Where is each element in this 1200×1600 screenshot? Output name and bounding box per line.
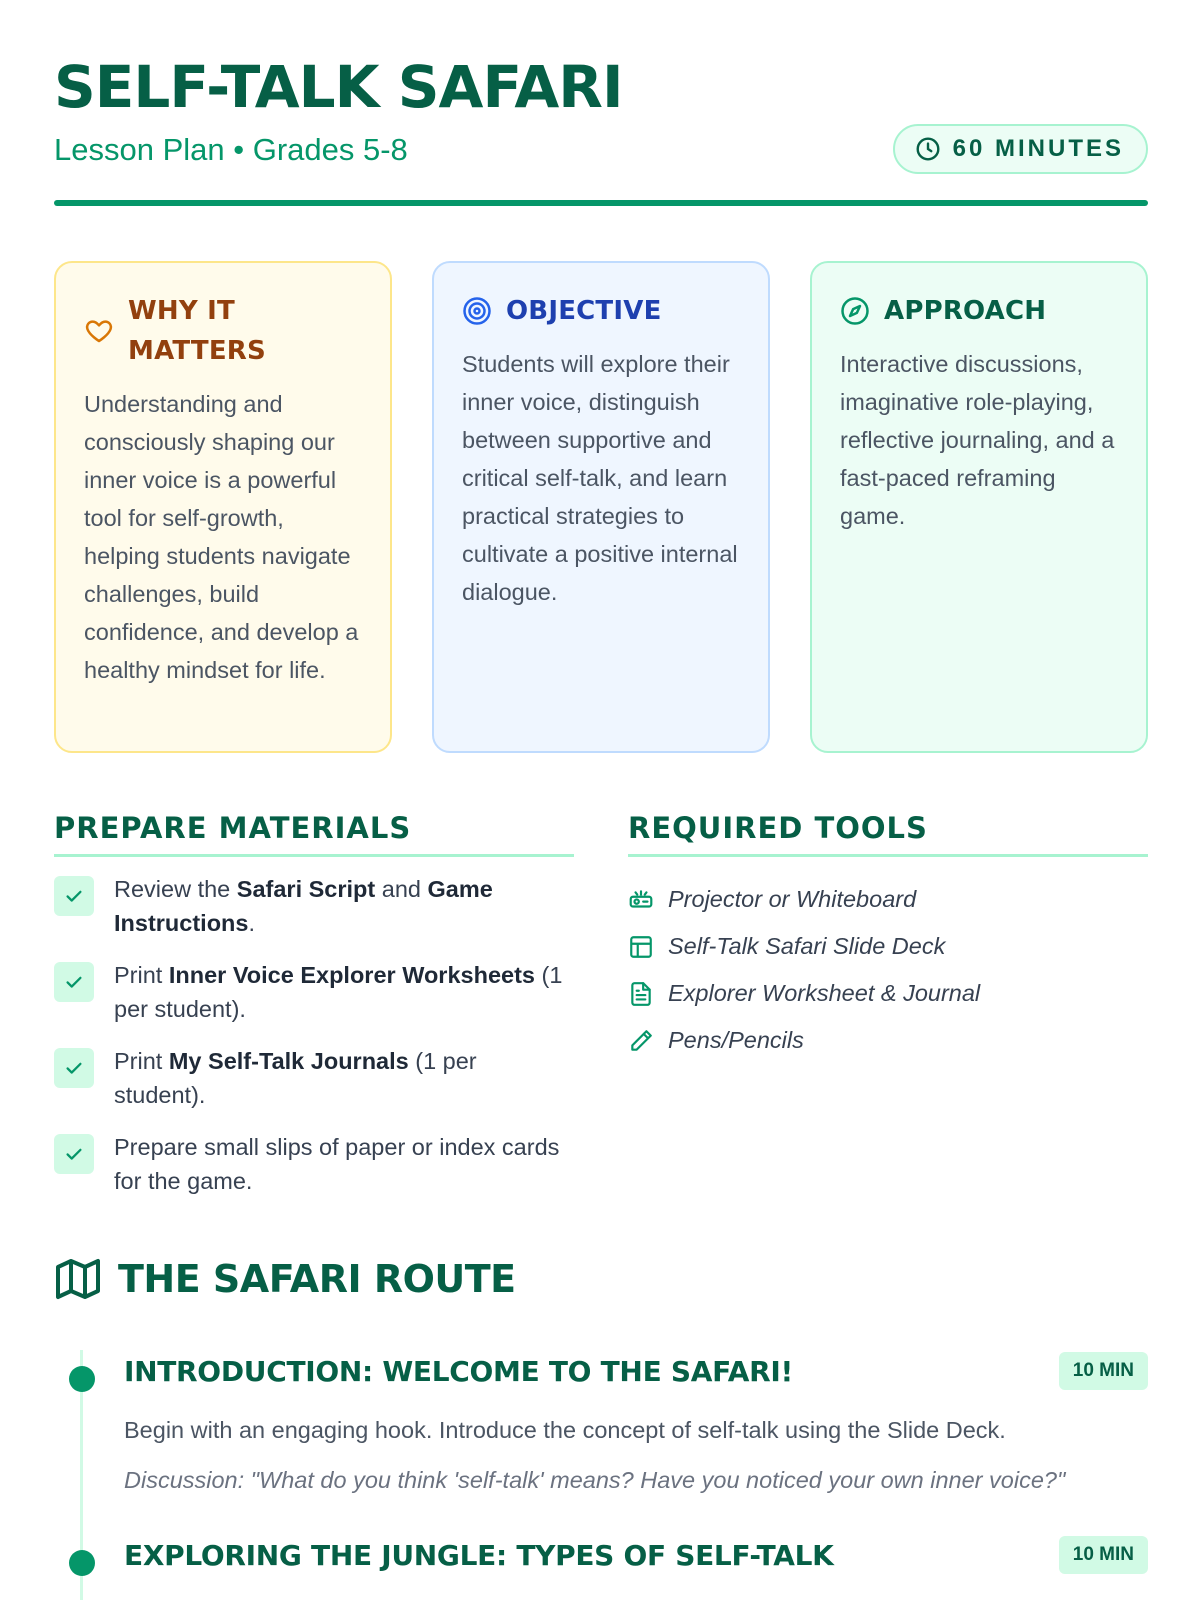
document-icon	[628, 981, 654, 1007]
pencil-icon	[628, 1028, 654, 1054]
tool-label: Pens/Pencils	[668, 1027, 804, 1053]
map-icon	[54, 1255, 102, 1303]
section-title: THE SAFARI ROUTE	[118, 1257, 516, 1301]
duration-label: 60 MINUTES	[952, 135, 1124, 162]
clock-icon	[915, 136, 941, 162]
prepare-materials-heading: PREPARE MATERIALS	[54, 810, 574, 857]
material-text: Print Inner Voice Explorer Worksheets (1 per student).	[114, 962, 563, 1022]
list-item	[628, 1017, 1148, 1064]
page-subtitle: Lesson Plan • Grades 5-8	[54, 132, 408, 167]
materials-list	[54, 872, 574, 1216]
why-it-matters-card	[54, 261, 392, 753]
card-body: Interactive discussions, imaginative role-playing, reflective journaling, and a fast-paced reframing game.	[840, 351, 1115, 529]
step-title: INTRODUCTION: WELCOME TO THE SAFARI!	[124, 1355, 793, 1388]
list-item	[628, 970, 1148, 1017]
header-divider	[54, 200, 1148, 206]
material-text: Review the Safari Script and Game Instructions.	[114, 876, 493, 936]
tools-list	[628, 876, 1148, 1064]
slides-icon	[628, 934, 654, 960]
timeline-dot	[69, 1366, 95, 1392]
material-text: Print My Self-Talk Journals (1 per student).	[114, 1048, 477, 1108]
tool-label: Self-Talk Safari Slide Deck	[668, 933, 946, 959]
list-item	[628, 876, 1148, 923]
timeline-dot	[69, 1550, 95, 1576]
list-item	[54, 872, 574, 940]
page-title: SELF-TALK SAFARI	[54, 53, 623, 121]
heart-icon	[84, 316, 114, 346]
tool-label: Explorer Worksheet & Journal	[668, 980, 981, 1006]
check-icon	[54, 962, 94, 1002]
compass-icon	[840, 296, 870, 326]
tool-label: Projector or Whiteboard	[668, 886, 917, 912]
step-duration-badge: 10 MIN	[1059, 1352, 1148, 1390]
card-title: OBJECTIVE	[506, 296, 662, 326]
target-icon	[462, 296, 492, 326]
check-icon	[54, 1134, 94, 1174]
approach-card	[810, 261, 1148, 753]
objective-card	[432, 261, 770, 753]
step-description: Begin with an engaging hook. Introduce the concept of self-talk using the Slide Deck.	[124, 1417, 1006, 1443]
card-body: Understanding and consciously shaping our inner voice is a powerful tool for self-growth, helping students navigate challenges, build confidence, and develop a healthy mindset for life.	[84, 391, 359, 683]
step-duration-badge: 10 MIN	[1059, 1536, 1148, 1574]
card-title: APPROACH	[884, 296, 1047, 326]
required-tools-heading: REQUIRED TOOLS	[628, 810, 1148, 857]
card-body: Students will explore their inner voice, distinguish between supportive and critical self-talk, and learn practical strategies to cultivate a positive internal dialogue.	[462, 351, 738, 605]
card-title: WHY IT MATTERS	[128, 296, 266, 366]
list-item	[628, 923, 1148, 970]
projector-icon	[628, 887, 654, 913]
step-discussion-note: Discussion: "What do you think 'self-talk' means? Have you noticed your own inner voice?"	[124, 1467, 1066, 1493]
duration-badge	[893, 124, 1148, 174]
check-icon	[54, 876, 94, 916]
list-item	[54, 1044, 574, 1112]
list-item	[54, 958, 574, 1026]
lesson-plan-page	[54, 0, 1148, 1600]
check-icon	[54, 1048, 94, 1088]
list-item	[54, 1130, 574, 1198]
material-text: Prepare small slips of paper or index cards for the game.	[114, 1134, 560, 1194]
step-title: EXPLORING THE JUNGLE: TYPES OF SELF-TALK	[124, 1539, 834, 1572]
safari-route-heading	[54, 1255, 516, 1303]
